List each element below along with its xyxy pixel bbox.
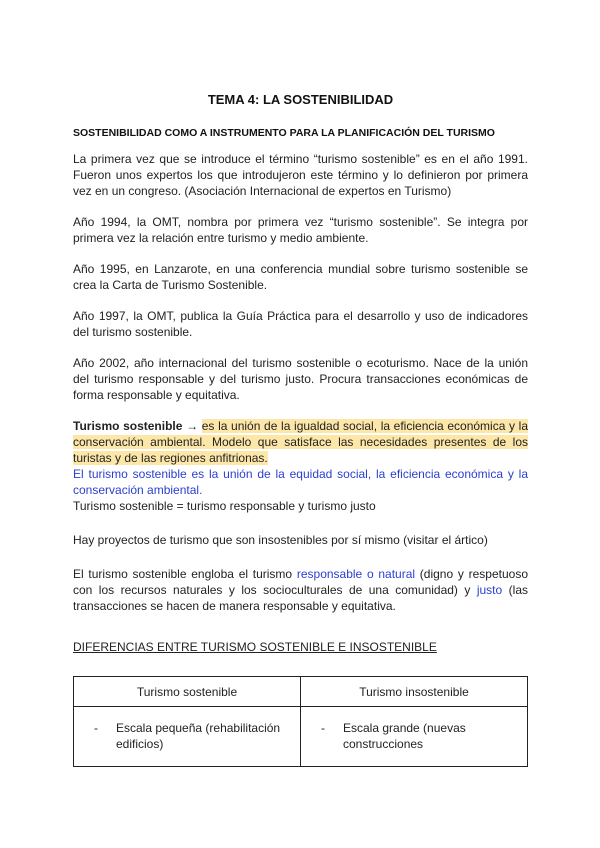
definition-highlighted: es la unión de la igualdad social, la eficiencia económica y la conservación ambiental. Modelo que satisface las necesidades presentes de los turistas y de las regiones anfitrionas. xyxy=(73,419,529,465)
definition-equation: Turismo sostenible = turismo responsable y turismo justo xyxy=(73,499,376,513)
differences-heading: DIFERENCIAS ENTRE TURISMO SOSTENIBLE E INSOSTENIBLE xyxy=(73,640,437,654)
paragraph-1994: Año 1994, la OMT, nombra por primera vez “turismo sostenible”. Se integra por primera vez la relación entre turismo y medio ambiente. xyxy=(73,215,528,245)
table-cell-insostenible xyxy=(301,707,528,767)
definition-arrow: → xyxy=(182,419,202,433)
projects-line: Hay proyectos de turismo que son insostenibles por sí mismo (visitar el ártico) xyxy=(73,533,488,547)
list-item: Escala grande (nuevas construcciones xyxy=(343,721,466,751)
paragraph-1997: Año 1997, la OMT, publica la Guía Práctica para el desarrollo y uso de indicadores del turismo sostenible. xyxy=(73,309,528,339)
definition-blue-line: El turismo sostenible es la unión de la equidad social, la eficiencia económica y la conservación ambiental. xyxy=(73,467,528,497)
definition-paragraph xyxy=(73,418,528,466)
page-title: TEMA 4: LA SOSTENIBILIDAD xyxy=(207,92,394,107)
list-dash: - xyxy=(321,721,325,735)
list-dash: - xyxy=(94,721,98,735)
table-header-row xyxy=(74,677,528,707)
encompass-link-justo: justo xyxy=(476,583,503,597)
table-row xyxy=(74,707,528,767)
document-content xyxy=(73,92,528,767)
paragraph-2002: Año 2002, año internacional del turismo sostenible o ecoturismo. Nace de la unión del turismo responsable y del turismo justo. Procura transacciones económicas de forma responsable y equitativa. xyxy=(73,356,528,402)
differences-table xyxy=(73,676,528,767)
table-cell-sostenible xyxy=(74,707,301,767)
table-header-sostenible: Turismo sostenible xyxy=(74,677,301,707)
list-item: Escala pequeña (rehabilitación edificios) xyxy=(116,721,281,751)
table-header-insostenible: Turismo insostenible xyxy=(301,677,528,707)
paragraph-1995: Año 1995, en Lanzarote, en una conferencia mundial sobre turismo sostenible se crea la Carta de Turismo Sostenible. xyxy=(73,262,528,292)
encompass-paragraph xyxy=(73,566,528,614)
encompass-link-responsable: responsable o natural xyxy=(296,567,416,581)
section-subtitle: SOSTENIBILIDAD COMO A INSTRUMENTO PARA LA PLANIFICACIÓN DEL TURISMO xyxy=(73,127,495,139)
definition-term: Turismo sostenible xyxy=(73,419,183,433)
encompass-part2: (digno y respetuoso con los recursos naturales y los socioculturales de una comunidad) y xyxy=(73,567,528,597)
encompass-part3: (las transacciones se hacen de manera responsable y equitativa. xyxy=(73,583,528,613)
encompass-part1: El turismo sostenible engloba el turismo xyxy=(73,567,297,581)
paragraph-1991: La primera vez que se introduce el término “turismo sostenible” es en el año 1991. Fueron unos expertos los que introdujeron este término y lo definieron por primera vez en un congreso. (Asociación Internacional de expertos en Turismo) xyxy=(73,152,528,198)
